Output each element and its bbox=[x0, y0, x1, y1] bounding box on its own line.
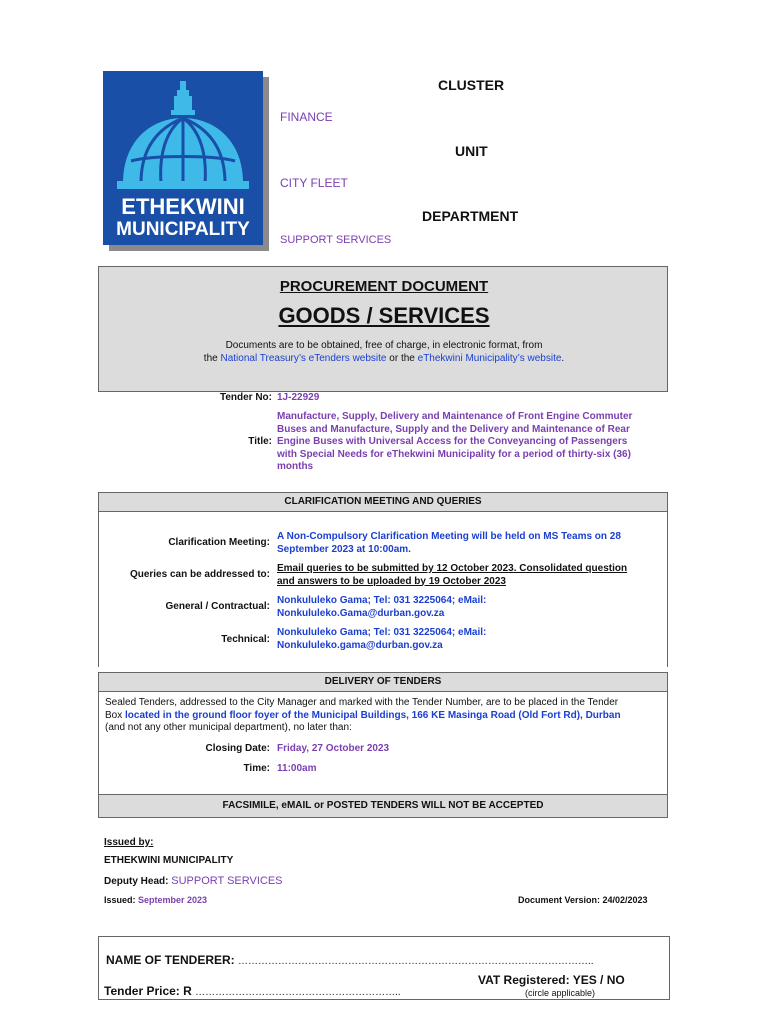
cluster-value: FINANCE bbox=[280, 110, 333, 124]
clarification-heading: CLARIFICATION MEETING AND QUERIES bbox=[98, 492, 668, 512]
closing-date-value: Friday, 27 October 2023 bbox=[277, 743, 390, 754]
tender-price-field[interactable]: …………………………………………………….. bbox=[195, 987, 401, 998]
ethekwini-website-link[interactable]: eThekwini Municipality’s website bbox=[417, 353, 562, 364]
goods-services-title: GOODS / SERVICES bbox=[278, 303, 490, 328]
delivery-line1: Sealed Tenders, addressed to the City Manager and marked with the Tender Number, are to be placed in the Tender bbox=[105, 697, 619, 708]
department-label: DEPARTMENT bbox=[422, 208, 519, 224]
delivery-heading: DELIVERY OF TENDERS bbox=[98, 672, 668, 692]
closing-date-label: Closing Date: bbox=[205, 743, 270, 754]
document-version: Document Version: 24/02/2023 bbox=[518, 895, 648, 905]
procurement-note-line1: Documents are to be obtained, free of charge, in electronic format, from bbox=[225, 340, 543, 351]
delivery-location: located in the ground floor foyer of the Municipal Buildings, 166 KE Masinga Road (Old Fort Rd), Durban bbox=[125, 709, 621, 721]
meeting-line: September 2023 at 10:00am. bbox=[277, 543, 411, 555]
procurement-note-line2 bbox=[99, 353, 669, 364]
closing-time-value: 11:00am bbox=[277, 763, 317, 774]
tender-number: 1J-22929 bbox=[277, 392, 320, 403]
issuer-name: ETHEKWINI MUNICIPALITY bbox=[104, 855, 234, 866]
deputy-head bbox=[104, 875, 283, 887]
delivery-line2 bbox=[105, 710, 665, 723]
technical-contact-line: Nonkululeko Gama; Tel: 031 3225064; eMail: bbox=[277, 627, 487, 638]
queries-label: Queries can be addressed to: bbox=[129, 569, 270, 580]
tender-price-label: Tender Price: R bbox=[104, 984, 196, 998]
tender-number-label: Tender No: bbox=[219, 392, 272, 403]
queries-line: Email queries to be submitted by 12 October 2023. Consolidated question bbox=[277, 563, 628, 574]
tenderer-name-field[interactable]: …………………………………………………………………………………………….. bbox=[238, 956, 594, 967]
tender-title-line: Buses and Manufacture, Supply and the Delivery and Maintenance of Rear bbox=[277, 423, 630, 435]
vat-note: (circle applicable) bbox=[525, 988, 596, 998]
tender-title bbox=[277, 411, 667, 474]
cluster-label: CLUSTER bbox=[438, 77, 505, 93]
issued-date-label: Issued: bbox=[104, 895, 139, 905]
deputy-head-value: SUPPORT SERVICES bbox=[171, 875, 283, 887]
note-suffix: . bbox=[561, 353, 565, 364]
note-prefix: the bbox=[203, 353, 221, 364]
tender-title-label: Title: bbox=[248, 436, 272, 447]
technical-email-link[interactable]: Nonkululeko.gama@durban.gov.za bbox=[277, 639, 443, 651]
issued-date-value: September 2023 bbox=[138, 895, 208, 905]
issued-by-label: Issued by: bbox=[104, 837, 154, 848]
logo-text-line2: MUNICIPALITY bbox=[116, 219, 250, 240]
clarification-meeting-value bbox=[277, 531, 667, 556]
procurement-title: PROCUREMENT DOCUMENT bbox=[279, 278, 489, 295]
meeting-line: A Non-Compulsory Clarification Meeting will be held on MS Teams on 28 bbox=[277, 531, 621, 542]
general-contractual-contact bbox=[277, 595, 667, 620]
technical-contact bbox=[277, 627, 667, 652]
general-email-link[interactable]: Nonkululeko.Gama@durban.gov.za bbox=[277, 607, 445, 619]
technical-label: Technical: bbox=[221, 634, 270, 645]
logo-text-line1: ETHEKWINI bbox=[121, 194, 245, 219]
unit-value: CITY FLEET bbox=[280, 176, 348, 190]
procurement-box bbox=[98, 266, 668, 392]
tender-title-line: Engine Buses with Universal Access for the Conveyancing of Passengers bbox=[277, 436, 628, 447]
ethekwini-logo bbox=[103, 71, 269, 251]
tender-title-line: Manufacture, Supply, Delivery and Maintenance of Front Engine Commuter bbox=[277, 411, 633, 422]
deputy-head-label: Deputy Head: bbox=[104, 876, 172, 887]
unit-label: UNIT bbox=[455, 143, 488, 159]
general-contractual-label: General / Contractual: bbox=[165, 601, 270, 612]
notice-bar: FACSIMILE, eMAIL or POSTED TENDERS WILL NOT BE ACCEPTED bbox=[98, 794, 668, 818]
tender-title-line: months bbox=[277, 461, 314, 472]
queries-line: and answers to be uploaded by 19 October 2023 bbox=[277, 575, 506, 587]
delivery-line3: (and not any other municipal department), no later than: bbox=[105, 722, 352, 733]
delivery-box-prefix: Box bbox=[105, 709, 126, 721]
etenders-link[interactable]: National Treasury’s eTenders website bbox=[220, 353, 387, 364]
department-value: SUPPORT SERVICES bbox=[280, 234, 392, 246]
tenderer-name-label: NAME OF TENDERER: bbox=[106, 953, 238, 967]
issued-date bbox=[104, 895, 207, 905]
general-contact-line: Nonkululeko Gama; Tel: 031 3225064; eMail: bbox=[277, 595, 487, 606]
tender-title-line: with Special Needs for eThekwini Municipality for a period of thirty-six (36) bbox=[277, 448, 631, 460]
clarification-meeting-label: Clarification Meeting: bbox=[168, 537, 270, 548]
delivery-instructions bbox=[105, 697, 665, 735]
note-mid: or the bbox=[386, 353, 418, 364]
vat-registered[interactable]: VAT Registered: YES / NO bbox=[478, 973, 625, 987]
tender-price-row bbox=[104, 984, 401, 998]
closing-time-label: Time: bbox=[243, 763, 270, 774]
tenderer-name-row bbox=[106, 953, 594, 967]
queries-value bbox=[277, 563, 667, 588]
